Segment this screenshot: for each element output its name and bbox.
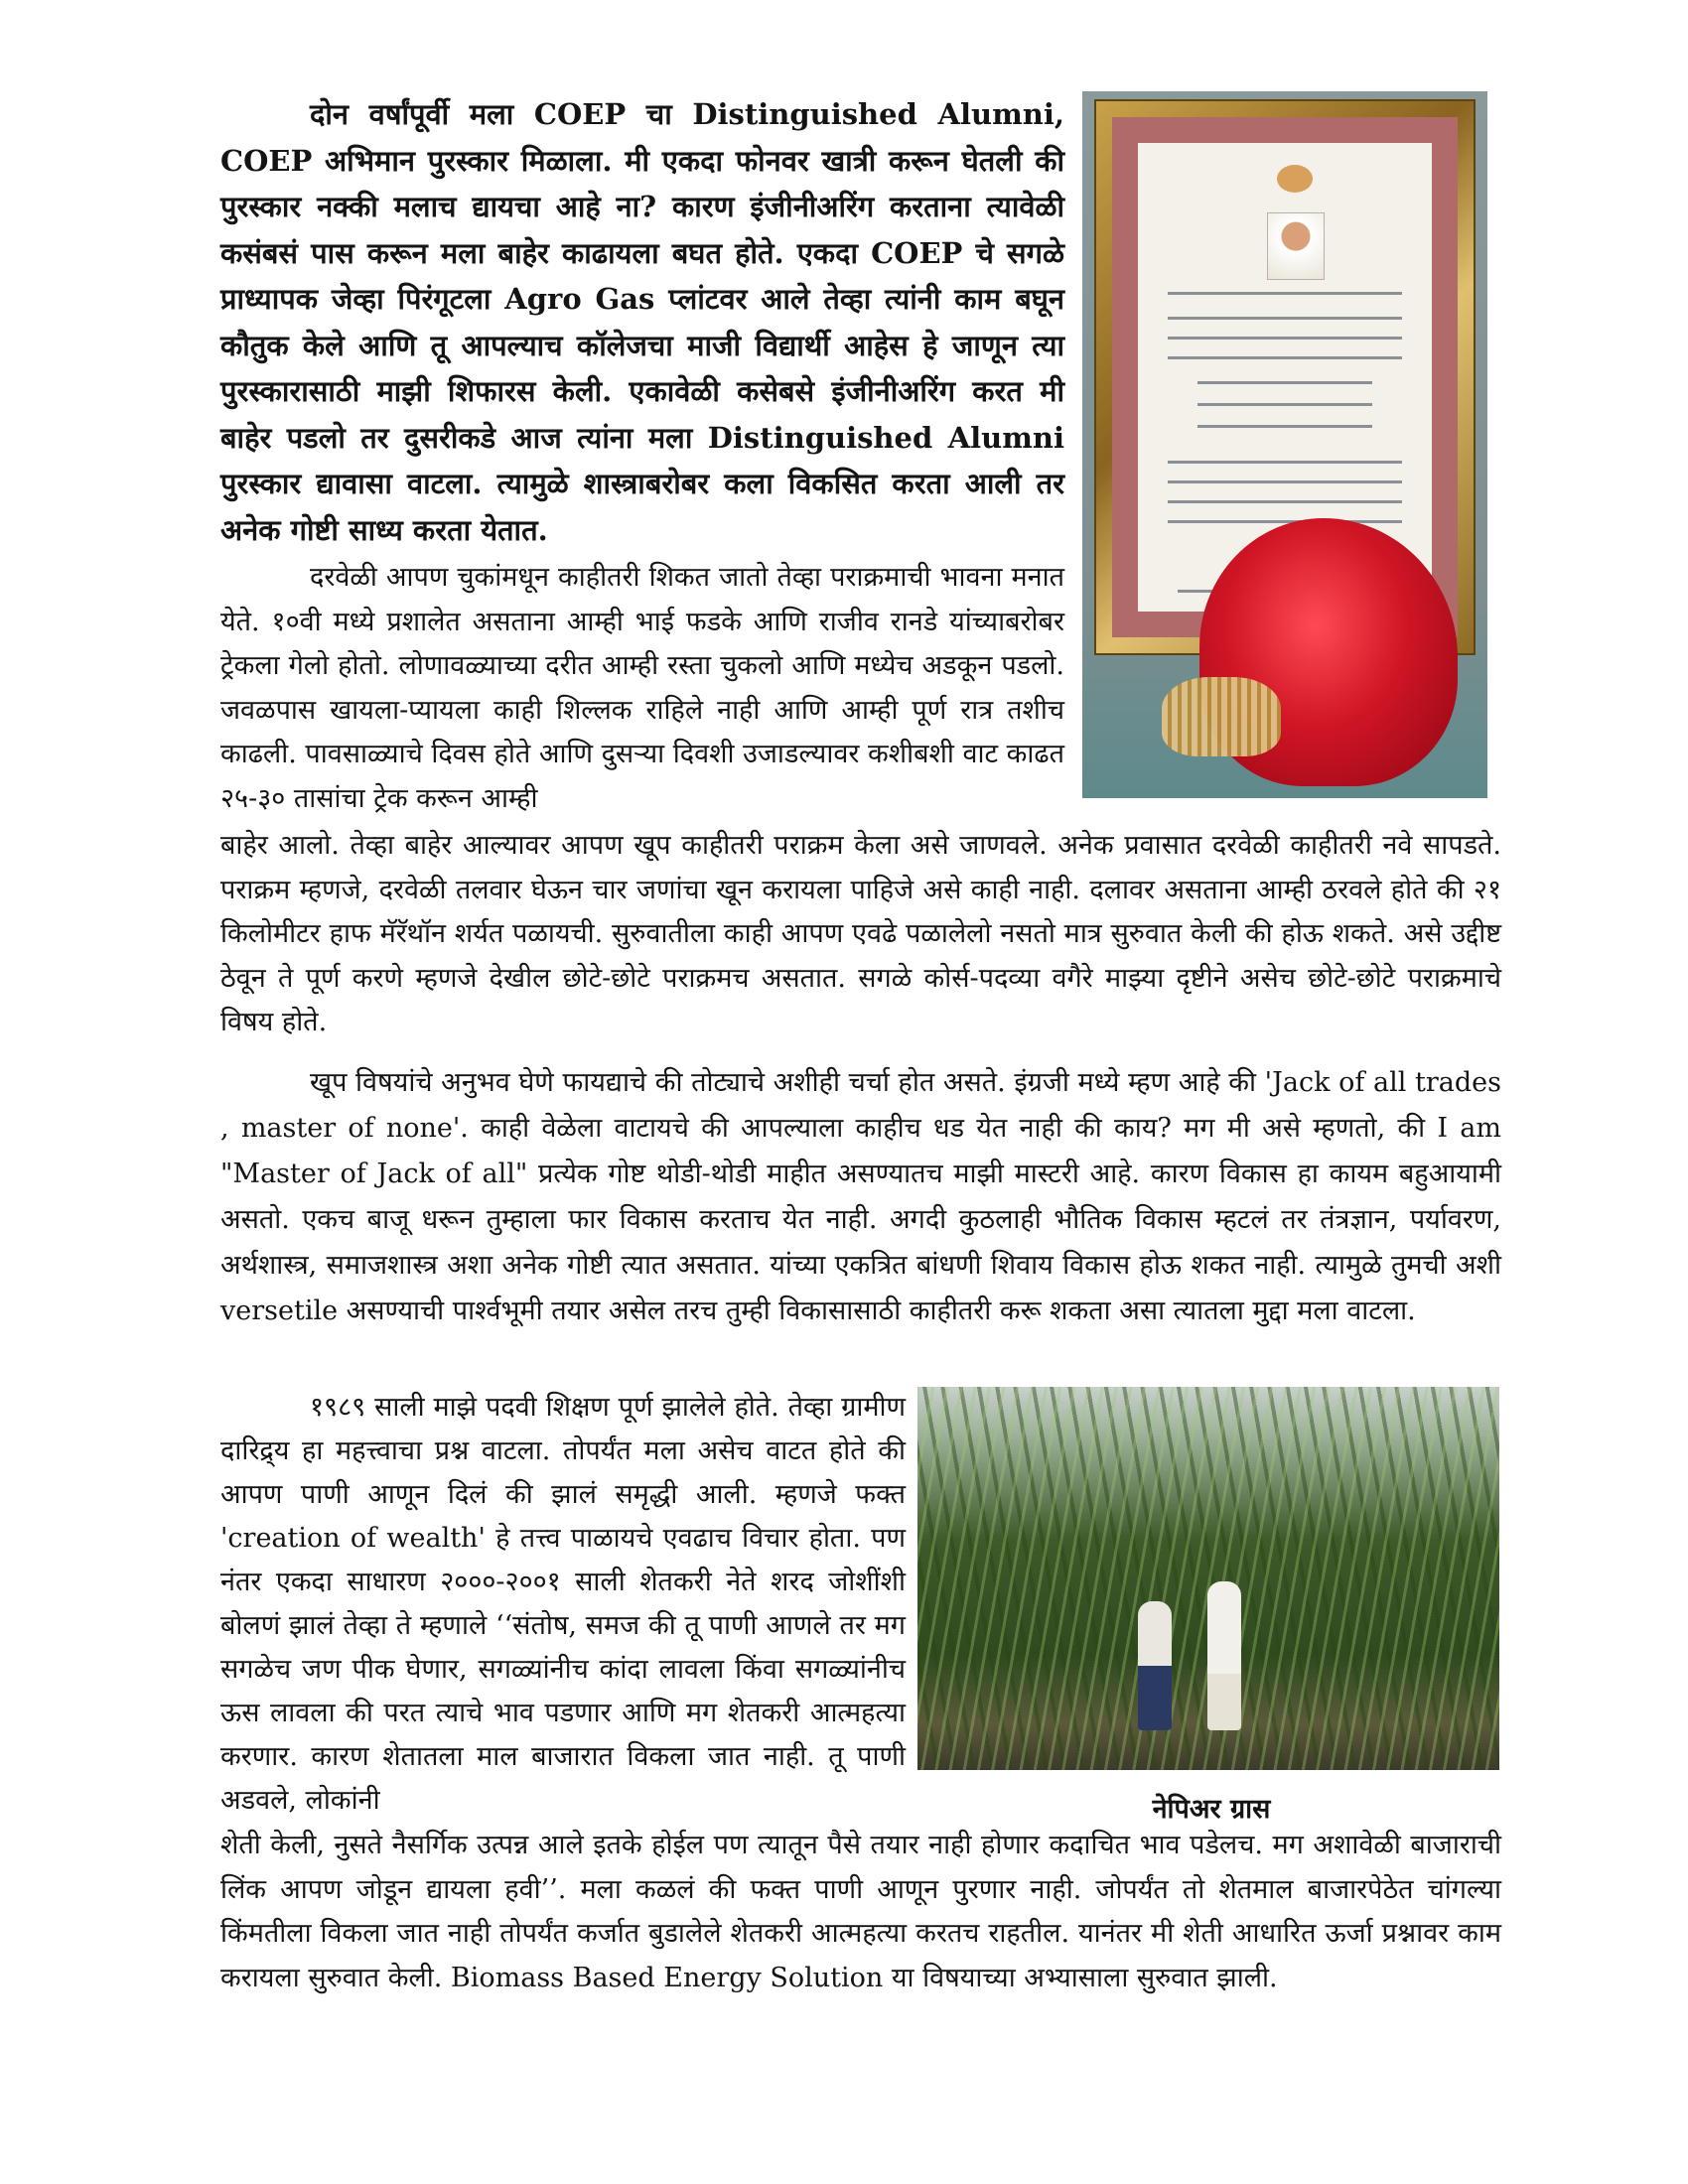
paragraph-jack-of-all: खूप विषयांचे अनुभव घेणे फायद्याचे की तोट्याचे अशीही चर्चा होत असते. इंग्रजी मध्ये म्हण आहे की 'Jack of all trades , master of none'. काही वेळेला वाटायचे की आपल्याला काहीच धड येत नाही की काय? मग मी असे म्हणतो, की I am "Master of Jack of all" प्रत्येक गोष्ट थोडी-थोडी माहीत असण्यातच माझी मास्टरी आहे. कारण विकास हा कायम बहुआयामी असतो. एकच बाजू धरून तुम्हाला फार विकास करताच येत नाही. अगदी कुठलाही भौतिक विकास म्हटलं तर तंत्रज्ञान, पर्यावरण, अर्थशास्त्र, समाजशास्त्र अशा अनेक गोष्टी त्यात असतात. यांच्या एकत्रित बांधणी शिवाय विकास होऊ शकत नाही. त्यामुळे तुमची अशी versetile असण्याची पार्श्वभूमी तयार असेल तरच तुम्ही विकासासाठी काहीतरी करू शकता असा त्यातला मुद्दा मला वाटला. [220,1067,1501,1326]
paragraph-trek: दरवेळी आपण चुकांमधून काहीतरी शिकत जातो तेव्हा पराक्रमाची भावना मनात येते. १०वी मध्ये प्रशालेत असताना आम्ही भाई फडके आणि राजीव रानडे यांच्याबरोबर ट्रेकला गेलो होतो. लोणावळ्याच्या दरीत आम्ही रस्ता चुकलो आणि मध्येच अडकून पडलो. जवळपास खायला-प्यायला काही शिल्लक राहिले नाही आणि आम्ही पूर्ण रात्र तशीच काढली. पावसाळ्याचे दिवस होते आणि दुसऱ्या दिवशी उजाडल्यावर कशीबशी वाट काढत २५-३० तासांचा ट्रेक करून आम्ही [220,562,1064,814]
turban-tassel [1162,677,1281,756]
college-seal-icon [1277,165,1313,193]
paragraph-trek-continued: बाहेर आलो. तेव्हा बाहेर आल्यावर आपण खूप काहीतरी पराक्रम केला असे जाणवले. अनेक प्रवासात दरवेळी काहीतरी नवे सापडते. पराक्रम म्हणजे, दरवेळी तलवार घेऊन चार जणांचा खून करायला पाहिजे असे काही नाही. दलावर असताना आम्ही ठरवले होते की २१ किलोमीटर हाफ मॅरॅथॉन शर्यत पळायची. सुरुवातीला काही आपण एवढे पळालेलो नसतो मात्र सुरुवात केली की होऊ शकते. असे उद्दीष्ट ठेवून ते पूर्ण करणे म्हणजे देखील छोटे-छोटे पराक्रमच असतात. सगळे कोर्स-पदव्या वगैरे माझ्या दृष्टीने असेच छोटे-छोटे पराक्रमाचे विषय होते. [220,830,1501,1037]
paragraph-award: दोन वर्षांपूर्वी मला COEP चा Distinguished Alumni, COEP अभिमान पुरस्कार मिळाला. मी एकदा फोनवर खात्री करून घेतली की पुरस्कार नक्की मलाच द्यायचा आहे ना? कारण इंजीनीअरिंग करताना त्यावेळी कसंबसं पास करून मला बाहेर काढायला बघत होते. एकदा COEP चे सगळे प्राध्यापक जेव्हा पिरंगूटला Agro Gas प्लांटवर आले तेव्हा त्यांनी काम बघून कौतुक केले आणि तू आपल्याच कॉलेजचा माजी विद्यार्थी आहेस हे जाणून त्या पुरस्कारासाठी माझी शिफारस केली. एकावेळी कसेबसे इंजीनीअरिंग करत मी बाहेर पडलो तर दुसरीकडे आज त्यांना मला Distinguished Alumni पुरस्कार द्यावासा वाटला. त्यामुळे शास्त्राबरोबर कला विकसित करता आली तर अनेक गोष्टी साध्य करता येतात. [220,97,1064,547]
paragraph-rural-poverty: १९८९ साली माझे पदवी शिक्षण पूर्ण झालेले होते. तेव्हा ग्रामीण दारिद्र्य हा महत्त्वाचा प्रश्न वाटला. तोपर्यंत मला असेच वाटत होते की आपण पाणी आणून दिलं की झालं समृद्धी आली. म्हणजे फक्त 'creation of wealth' हे तत्त्व पाळायचे एवढाच विचार होता. पण नंतर एकदा साधारण २०००-२००१ साली शेतकरी नेते शरद जोशींशी बोलणं झालं तेव्हा ते म्हणाले ‘‘संतोष, समज की तू पाणी आणले तर मग सगळेच जण पीक घेणार, सगळ्यांनीच कांदा लावला किंवा सगळ्यांनीच ऊस लावला की परत त्याचे भाव पडणार आणि मग शेतकरी आत्महत्या करणार. कारण शेतातला माल बाजारात विकला जात नाही. तू पाणी अडवले, लोकांनी [220,1392,906,1816]
paragraph-rural-poverty-continued: शेती केली, नुसते नैसर्गिक उत्पन्न आले इतके होईल पण त्यातून पैसे तयार नाही होणार कदाचित भाव पडेलच. मग अशावेळी बाजाराची लिंक आपण जोडून द्यायला हवी’’. मला कळलं की फक्त पाणी आणून पुरणार नाही. जोपर्यंत तो शेतमाल बाजारपेठेत चांगल्या किंमतीला विकला जात नाही तोपर्यंत कर्जात बुडालेले शेतकरी आत्महत्या करतच राहतील. यानंतर मी शेती आधारित ऊर्जा प्रश्नावर काम करायला सुरुवात केली. Biomass Based Energy Solution या विषयाच्या अभ्यासाला सुरुवात झाली. [220,1830,1501,1993]
napier-grass-photo [917,1387,1499,1770]
person-right [1207,1581,1241,1730]
portrait-photo [1267,212,1325,280]
grass-photo-caption: नेपिअर ग्रास [1152,1794,1271,1825]
award-photo [1082,91,1487,798]
person-left [1138,1601,1172,1730]
